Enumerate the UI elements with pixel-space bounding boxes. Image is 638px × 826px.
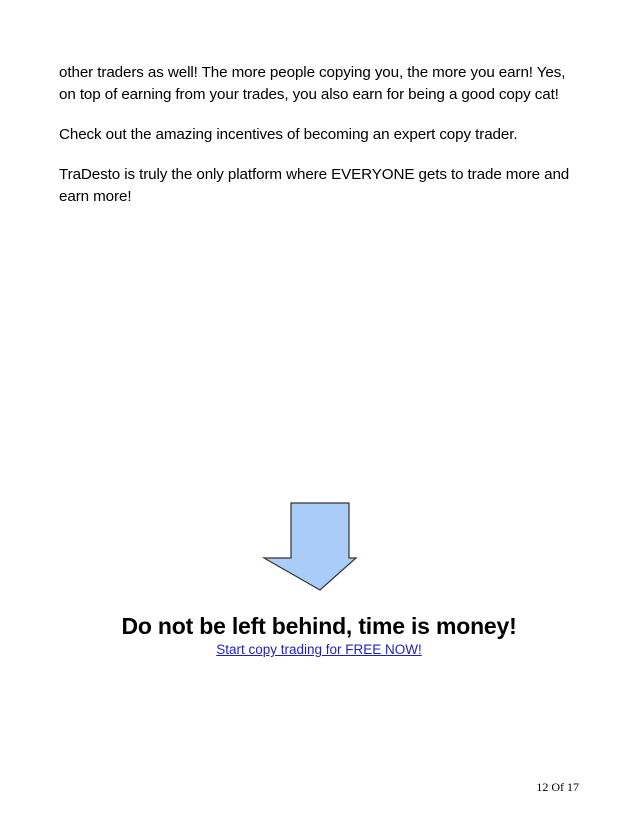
cta-heading: Do not be left behind, time is money! [121, 613, 517, 639]
paragraph-incentives: Check out the amazing incentives of becoming an expert copy trader. [59, 126, 518, 143]
start-copy-trading-link[interactable]: Start copy trading for FREE NOW! [216, 642, 422, 657]
down-arrow-icon [262, 502, 358, 592]
cta-link-wrapper [0, 641, 638, 659]
paragraph-copying-earnings: other traders as well! The more people copying you, the more you earn! Yes, on top of earning from your trades, you also earn for being a good copy cat! [59, 64, 566, 103]
paragraph-platform: TraDesto is truly the only platform where EVERYONE gets to trade more and earn more! [59, 166, 570, 205]
page-number: 12 Of 17 [536, 780, 579, 794]
body-text [59, 62, 579, 226]
down-arrow-shape [264, 503, 356, 590]
